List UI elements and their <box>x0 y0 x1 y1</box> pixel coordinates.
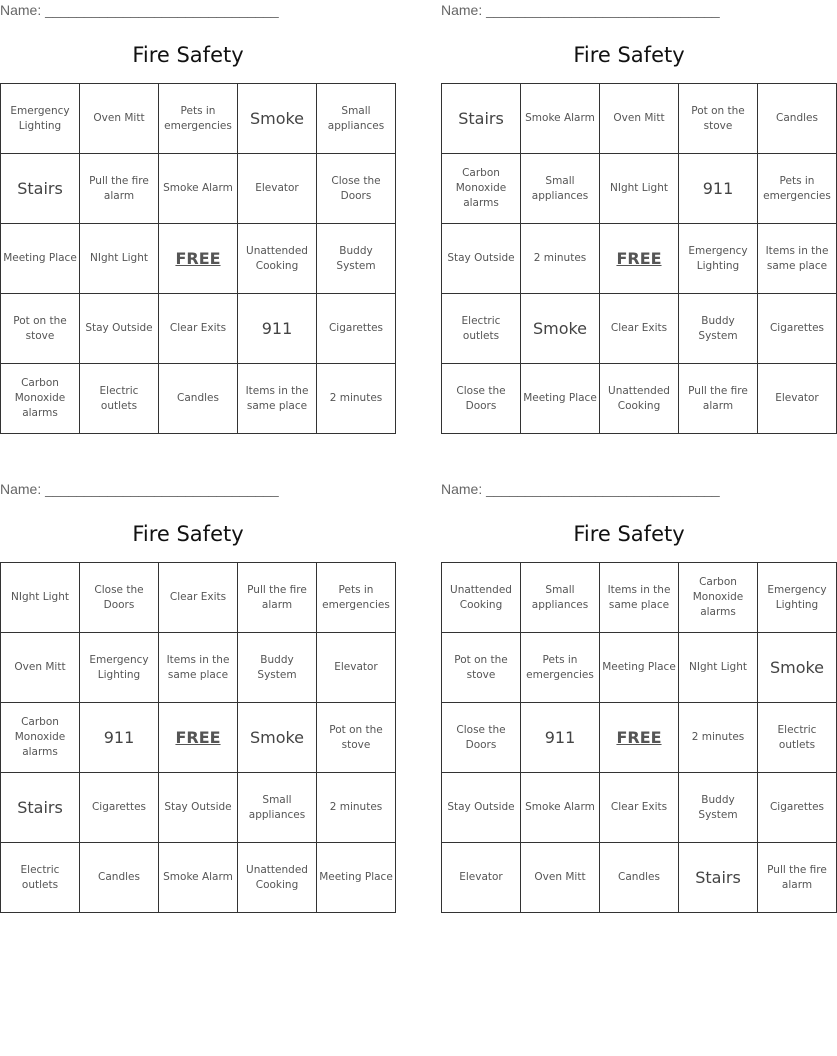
grid-row <box>1 154 396 224</box>
free-space-cell[interactable]: FREE <box>600 703 679 773</box>
bingo-cell[interactable]: Unattended Cooking <box>442 563 521 633</box>
grid-row <box>1 633 396 703</box>
bingo-cell[interactable]: Smoke Alarm <box>159 154 238 224</box>
bingo-cell[interactable]: Electric outlets <box>1 843 80 913</box>
bingo-card-4 <box>441 479 827 919</box>
bingo-cell[interactable]: Candles <box>159 364 238 434</box>
bingo-cell[interactable]: Pull the fire alarm <box>238 563 317 633</box>
bingo-cell[interactable]: Smoke <box>238 703 317 773</box>
bingo-cell[interactable]: Elevator <box>758 364 837 434</box>
bingo-card-3 <box>0 479 393 919</box>
bingo-cell[interactable]: Close the Doors <box>442 703 521 773</box>
free-space-cell[interactable]: FREE <box>159 703 238 773</box>
bingo-cell[interactable]: 2 minutes <box>521 224 600 294</box>
bingo-cell[interactable]: Smoke Alarm <box>521 773 600 843</box>
bingo-cell[interactable]: Pot on the stove <box>679 84 758 154</box>
name-line: Name: ______________________________ <box>0 481 279 497</box>
bingo-cell[interactable]: Emergency Lighting <box>679 224 758 294</box>
bingo-cell[interactable]: Pot on the stove <box>442 633 521 703</box>
name-line: Name: ______________________________ <box>441 2 720 18</box>
bingo-cell[interactable]: 911 <box>679 154 758 224</box>
bingo-cell[interactable]: Clear Exits <box>159 294 238 364</box>
bingo-cell[interactable]: Smoke <box>758 633 837 703</box>
bingo-grid <box>441 83 837 434</box>
card-title: Fire Safety <box>573 522 685 546</box>
bingo-cell[interactable]: Stay Outside <box>80 294 159 364</box>
free-space-cell[interactable]: FREE <box>600 224 679 294</box>
bingo-cell[interactable]: Unattended Cooking <box>238 224 317 294</box>
bingo-cell[interactable]: Clear Exits <box>600 294 679 364</box>
bingo-cell[interactable]: Close the Doors <box>442 364 521 434</box>
bingo-cell[interactable]: 911 <box>80 703 159 773</box>
bingo-cell[interactable]: Cigarettes <box>80 773 159 843</box>
grid-row <box>442 773 837 843</box>
grid-row <box>442 294 837 364</box>
bingo-cell[interactable]: Meeting Place <box>600 633 679 703</box>
bingo-cell[interactable]: Stairs <box>442 84 521 154</box>
bingo-cell[interactable]: Stay Outside <box>442 224 521 294</box>
bingo-cell[interactable]: Buddy System <box>679 294 758 364</box>
bingo-cell[interactable]: Meeting Place <box>317 843 396 913</box>
bingo-cell[interactable]: Items in the same place <box>600 563 679 633</box>
bingo-cell[interactable]: Emergency Lighting <box>1 84 80 154</box>
bingo-cell[interactable]: 2 minutes <box>679 703 758 773</box>
grid-row <box>442 364 837 434</box>
name-line: Name: ______________________________ <box>0 2 279 18</box>
bingo-cell[interactable]: Cigarettes <box>317 294 396 364</box>
grid-row <box>1 84 396 154</box>
bingo-cell[interactable]: Oven Mitt <box>80 84 159 154</box>
grid-row <box>442 224 837 294</box>
bingo-cell[interactable]: Pull the fire alarm <box>758 843 837 913</box>
bingo-cell[interactable]: Elevator <box>442 843 521 913</box>
bingo-cell[interactable]: Oven Mitt <box>1 633 80 703</box>
bingo-cell[interactable]: Pets in emergencies <box>317 563 396 633</box>
bingo-cell[interactable]: Electric outlets <box>442 294 521 364</box>
bingo-cell[interactable]: Carbon Monoxide alarms <box>1 364 80 434</box>
grid-row <box>442 154 837 224</box>
grid-row <box>442 843 837 913</box>
bingo-cell[interactable]: Smoke <box>521 294 600 364</box>
bingo-cell[interactable]: Elevator <box>238 154 317 224</box>
bingo-cell[interactable]: Candles <box>758 84 837 154</box>
grid-row <box>1 563 396 633</box>
bingo-cell[interactable]: Emergency Lighting <box>80 633 159 703</box>
bingo-cell[interactable]: Smoke Alarm <box>521 84 600 154</box>
bingo-cell[interactable]: 2 minutes <box>317 364 396 434</box>
bingo-cell[interactable]: Carbon Monoxide alarms <box>1 703 80 773</box>
bingo-cell[interactable]: 911 <box>521 703 600 773</box>
bingo-cell[interactable]: NIght Light <box>1 563 80 633</box>
bingo-cell[interactable]: Small appliances <box>238 773 317 843</box>
bingo-cell[interactable]: Cigarettes <box>758 294 837 364</box>
bingo-cell[interactable]: Oven Mitt <box>521 843 600 913</box>
bingo-cell[interactable]: NIght Light <box>600 154 679 224</box>
bingo-cell[interactable]: Stay Outside <box>442 773 521 843</box>
grid-row <box>442 563 837 633</box>
free-space-cell[interactable]: FREE <box>159 224 238 294</box>
bingo-cell[interactable]: Stay Outside <box>159 773 238 843</box>
bingo-cell[interactable]: Small appliances <box>521 563 600 633</box>
card-title: Fire Safety <box>132 43 244 67</box>
bingo-cell[interactable]: Items in the same place <box>758 224 837 294</box>
bingo-cell[interactable]: Items in the same place <box>159 633 238 703</box>
bingo-cell[interactable]: Meeting Place <box>1 224 80 294</box>
bingo-cell[interactable]: Meeting Place <box>521 364 600 434</box>
grid-row <box>1 843 396 913</box>
bingo-cell[interactable]: Carbon Monoxide alarms <box>679 563 758 633</box>
grid-row <box>1 703 396 773</box>
bingo-cell[interactable]: Unattended Cooking <box>600 364 679 434</box>
bingo-cell[interactable]: Electric outlets <box>758 703 837 773</box>
bingo-cell[interactable]: NIght Light <box>80 224 159 294</box>
bingo-cell[interactable]: Items in the same place <box>238 364 317 434</box>
bingo-cell[interactable]: Stairs <box>679 843 758 913</box>
grid-row <box>442 633 837 703</box>
bingo-cell[interactable]: NIght Light <box>679 633 758 703</box>
bingo-cell[interactable]: Unattended Cooking <box>238 843 317 913</box>
bingo-cell[interactable]: Pets in emergencies <box>758 154 837 224</box>
bingo-cell[interactable]: Small appliances <box>317 84 396 154</box>
bingo-cell[interactable]: Candles <box>600 843 679 913</box>
bingo-cell[interactable]: Electric outlets <box>80 364 159 434</box>
bingo-cell[interactable]: Pot on the stove <box>317 703 396 773</box>
grid-row <box>1 224 396 294</box>
grid-row <box>442 703 837 773</box>
card-title: Fire Safety <box>573 43 685 67</box>
bingo-cell[interactable]: Buddy System <box>679 773 758 843</box>
bingo-cell[interactable]: Buddy System <box>317 224 396 294</box>
bingo-cell[interactable]: Pot on the stove <box>1 294 80 364</box>
card-title: Fire Safety <box>132 522 244 546</box>
bingo-grid <box>0 562 396 913</box>
bingo-grid <box>0 83 396 434</box>
bingo-cell[interactable]: Clear Exits <box>600 773 679 843</box>
bingo-cell[interactable]: Stairs <box>1 773 80 843</box>
bingo-cell[interactable]: Smoke <box>238 84 317 154</box>
grid-row <box>1 294 396 364</box>
grid-row <box>1 773 396 843</box>
bingo-cell[interactable]: Carbon Monoxide alarms <box>442 154 521 224</box>
bingo-cell[interactable]: Buddy System <box>238 633 317 703</box>
bingo-cell[interactable]: Close the Doors <box>80 563 159 633</box>
bingo-cell[interactable]: Pets in emergencies <box>159 84 238 154</box>
bingo-cell[interactable]: Elevator <box>317 633 396 703</box>
bingo-card-2 <box>441 0 831 440</box>
bingo-card-1 <box>0 0 385 440</box>
bingo-cell[interactable]: 2 minutes <box>317 773 396 843</box>
bingo-cell[interactable]: Cigarettes <box>758 773 837 843</box>
grid-row <box>442 84 837 154</box>
bingo-cell[interactable]: 911 <box>238 294 317 364</box>
bingo-cell[interactable]: Oven Mitt <box>600 84 679 154</box>
bingo-cell[interactable]: Small appliances <box>521 154 600 224</box>
grid-row <box>1 364 396 434</box>
bingo-cell[interactable]: Stairs <box>1 154 80 224</box>
bingo-cell[interactable]: Candles <box>80 843 159 913</box>
bingo-cell[interactable]: Close the Doors <box>317 154 396 224</box>
name-line: Name: ______________________________ <box>441 481 720 497</box>
bingo-cell[interactable]: Pull the fire alarm <box>679 364 758 434</box>
bingo-cell[interactable]: Pull the fire alarm <box>80 154 159 224</box>
bingo-cell[interactable]: Pets in emergencies <box>521 633 600 703</box>
bingo-grid <box>441 562 837 913</box>
bingo-cell[interactable]: Smoke Alarm <box>159 843 238 913</box>
bingo-cell[interactable]: Clear Exits <box>159 563 238 633</box>
bingo-cell[interactable]: Emergency Lighting <box>758 563 837 633</box>
